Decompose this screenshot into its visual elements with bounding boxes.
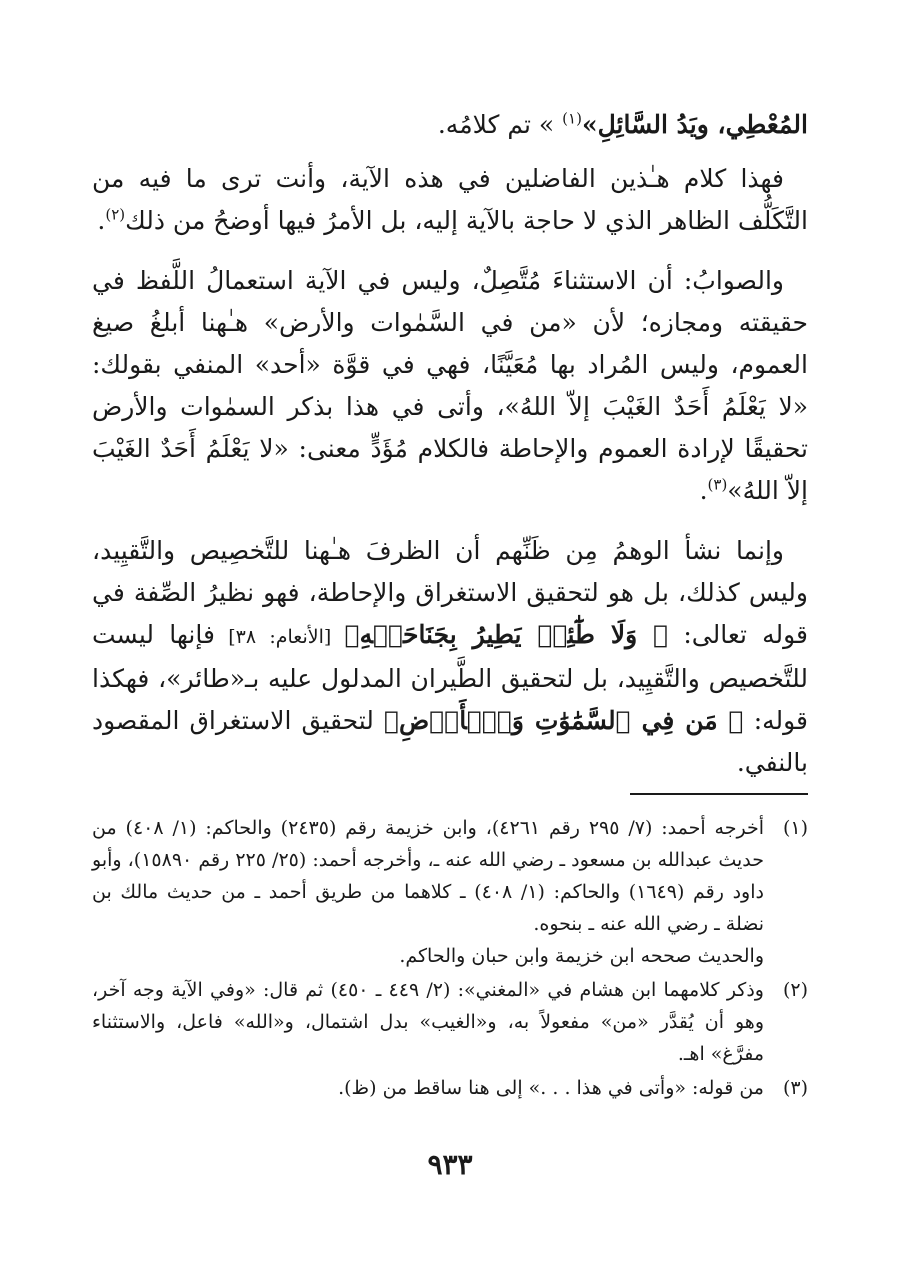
paragraph-3-end: .	[699, 476, 708, 505]
footnote-1-body: أخرجه أحمد: (٧/ ٢٩٥ رقم ٤٢٦١)، وابن خزيمة رقم (٢٤٣٥) والحاكم: (١/ ٤٠٨) من حديث عبدالله بن مسعود ـ رضي الله عنه ـ، وأخرجه أحمد: (٢٥/ ٢٢٥ رقم ١٥٨٩٠)، وأبو داود رقم (١٦٤٩) والحاكم: (١/ ٤٠٨) ـ كلاهما من طريق أحمد ـ من حديث مالك بن نضلة ـ رضي الله عنه ـ بنحوه.	[92, 817, 764, 935]
footnote-number: (٣)	[782, 1077, 808, 1099]
paragraph-3-text: والصوابُ: أن الاستثناءَ مُتَّصِلٌ، وليس في الآية استعمالُ اللَّفظ في حقيقته ومجازه؛ لأن «من في السَّمٰوات والأرض» هـٰهنا أبلغُ صيغ العموم، وليس المُراد بها مُعَيَّنًا، فهي في قوَّة «أحد» المنفي بقولك: «لا يَعْلَمُ أَحَدٌ الغَيْبَ إلاّ اللهُ»، وأتى في هذا بذكر السمٰوات والأرض تحقيقًا لإرادة العموم والإحاطة فالكلام مُؤَدٍّ معنى: «لا يَعْلَمُ أَحَدٌ الغَيْبَ إلاّ اللهُ»	[92, 266, 808, 505]
footnote-1-sub: والحديث صححه ابن خزيمة وابن حبان والحاكم.	[399, 945, 764, 967]
quran-verse-anam: ﴿ وَلَا طَٰٓئِرٖ يَطِيرُ بِجَنَاحَيۡهِ﴾	[344, 620, 669, 649]
paragraph-1-rest: » تم كلامُه.	[437, 110, 563, 139]
footnotes	[92, 812, 808, 1106]
footnote-1	[92, 812, 808, 972]
footnote-3	[92, 1072, 808, 1104]
main-text	[92, 104, 808, 802]
footnote-text: من قوله: «وأتى في هذا . . .» إلى هنا ساقط من (ظ).	[338, 1077, 764, 1099]
footnote-mark-3[interactable]: (٣)	[707, 475, 728, 494]
footnote-separator	[630, 793, 808, 795]
paragraph-4-text-b: فإنها ليست للتَّخصيص والتَّقيِيد، بل لتحقيق الطَّيران المدلول عليه بـ«طائر»، فهكذا قوله:	[92, 620, 809, 735]
paragraph-2-end: .	[97, 206, 106, 235]
quote-ending: المُعْطِي، ويَدُ السَّائِلِ»	[581, 110, 808, 139]
footnote-number: (٢)	[782, 979, 808, 1001]
footnote-text	[92, 812, 764, 972]
footnote-text: وذكر كلامهما ابن هشام في «المغني»: (٢/ ٤٤٩ ـ ٤٥٠) ثم قال: «وفي الآية وجه آخر، وهو أن يُقدَّر «من» مفعولاً به، و«الغيب» بدل اشتمال، و«الله» فاعل، والاستثناء مفرَّغ» اهـ.	[92, 979, 764, 1065]
page-number: ٩٣٣	[427, 1148, 473, 1181]
paragraph-2-text: فهذا كلام هـٰذين الفاضلين في هذه الآية، وأنت ترى ما فيه من التَّكَلُّف الظاهر الذي لا حاجة بالآية إليه، بل الأمرُ فيها أوضحُ من ذلك	[92, 164, 808, 235]
paragraph-3	[92, 260, 808, 512]
quran-verse-heavens: ﴿ مَن فِي ٱلسَّمَٰوَٰتِ وَٱلۡأَرۡضِ﴾	[384, 706, 744, 735]
paragraph-4-text-a: وإنما نشأ الوهمُ مِن ظَنِّهم أن الظرفَ هـٰهنا للتَّخصِيص والتَّقيِيد، وليس كذلك، بل هو لتحقيق الاستغراق والإحاطة، فهو نظيرُ الصِّفة في قوله تعالى:	[92, 536, 808, 649]
footnote-mark-2[interactable]: (٢)	[105, 205, 126, 224]
paragraph-4	[92, 530, 808, 784]
footnote-mark-1[interactable]: (١)	[562, 109, 582, 128]
paragraph-4-text-c: لتحقيق الاستغراق المقصود بالنفي.	[92, 706, 808, 777]
footnote-2	[92, 974, 808, 1070]
footnote-number: (١)	[782, 817, 808, 839]
verse-reference: [الأنعام: ٣٨]	[214, 626, 345, 648]
paragraph-2	[92, 158, 808, 242]
paragraph-1	[92, 104, 808, 146]
